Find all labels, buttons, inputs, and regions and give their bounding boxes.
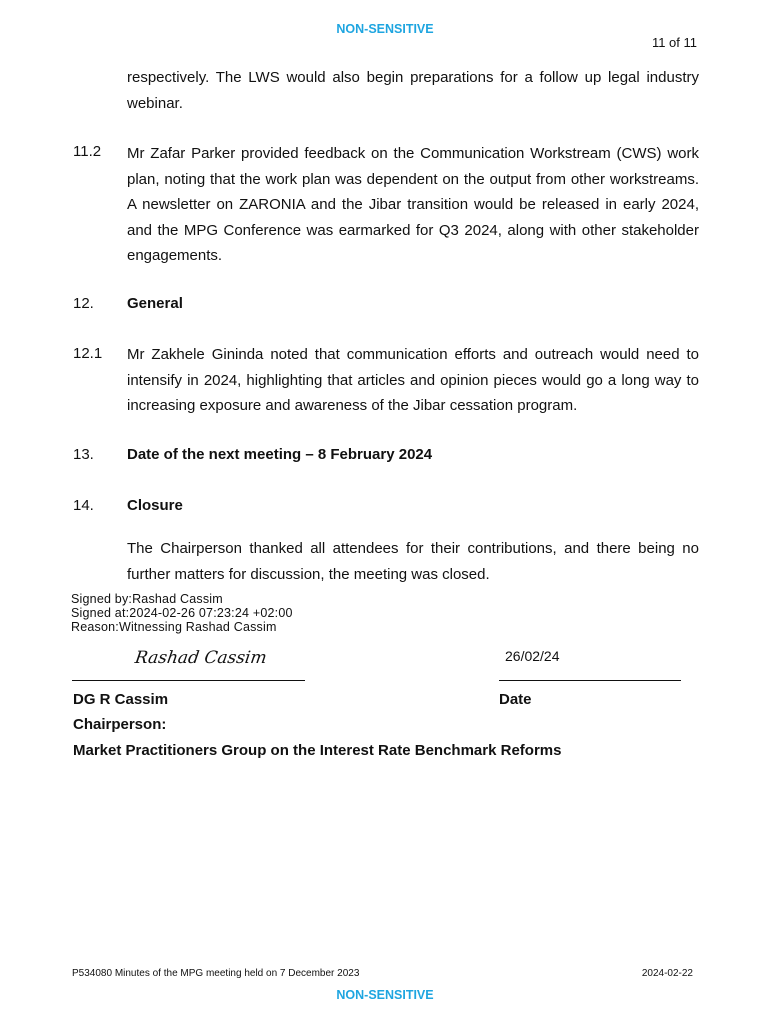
footer-classification: NON-SENSITIVE (336, 988, 434, 1002)
item-14-heading: Closure (127, 497, 183, 514)
signatory-organisation: Market Practitioners Group on the Interest Rate Benchmark Reforms (73, 742, 562, 759)
item-11-2-number: 11.2 (73, 143, 102, 160)
page-number: 11 of 11 (651, 35, 697, 50)
item-13-number: 13. (73, 446, 94, 463)
item-13-heading: Date of the next meeting – 8 February 2024 (127, 446, 433, 463)
signature-date: 26/02/24 (505, 648, 560, 664)
item-14-number: 14. (73, 497, 94, 514)
signed-at: Signed at:2024-02-26 07:23:24 +02:00 (71, 606, 293, 620)
item-11-2-text: Mr Zafar Parker provided feedback on the Communication Workstream (CWS) work plan, noting that the work plan was dependent on the output from other workstreams. A newsletter on ZARONIA and the Jibar transition would be released in early 2024, and the MPG Conference was earmarked for Q3 2024, along with other stakeholder engagements. (127, 145, 699, 264)
item-12-1-number: 12.1 (73, 345, 103, 362)
signature-metadata (71, 592, 293, 634)
handwritten-signature-text: Rashad Cassim (133, 648, 268, 668)
signatory-name: DG R Cassim (73, 691, 169, 708)
date-label: Date (499, 691, 532, 708)
item-12-1-text: Mr Zakhele Gininda noted that communication efforts and outreach would need to intensify in 2024, highlighting that articles and opinion pieces would go a long way to increasing exposure and awareness of the Jibar cessation program. (127, 346, 699, 414)
handwritten-signature (133, 644, 268, 670)
signatory-role: Chairperson: (73, 716, 167, 733)
signature-line (72, 680, 305, 681)
signed-by: Signed by:Rashad Cassim (71, 592, 223, 606)
date-line (499, 680, 681, 681)
header-classification: NON-SENSITIVE (336, 22, 434, 36)
footer-date: 2024-02-22 (641, 968, 693, 979)
continuation-paragraph: respectively. The LWS would also begin preparations for a follow up legal industry webinar. (127, 69, 699, 112)
item-12-heading: General (127, 295, 183, 312)
item-12-number: 12. (73, 295, 94, 312)
footer-document-ref: P534080 Minutes of the MPG meeting held on 7 December 2023 (72, 968, 360, 979)
signature-reason: Reason:Witnessing Rashad Cassim (71, 620, 277, 634)
closure-text: The Chairperson thanked all attendees for their contributions, and there being no further matters for discussion, the meeting was closed. (127, 540, 699, 583)
